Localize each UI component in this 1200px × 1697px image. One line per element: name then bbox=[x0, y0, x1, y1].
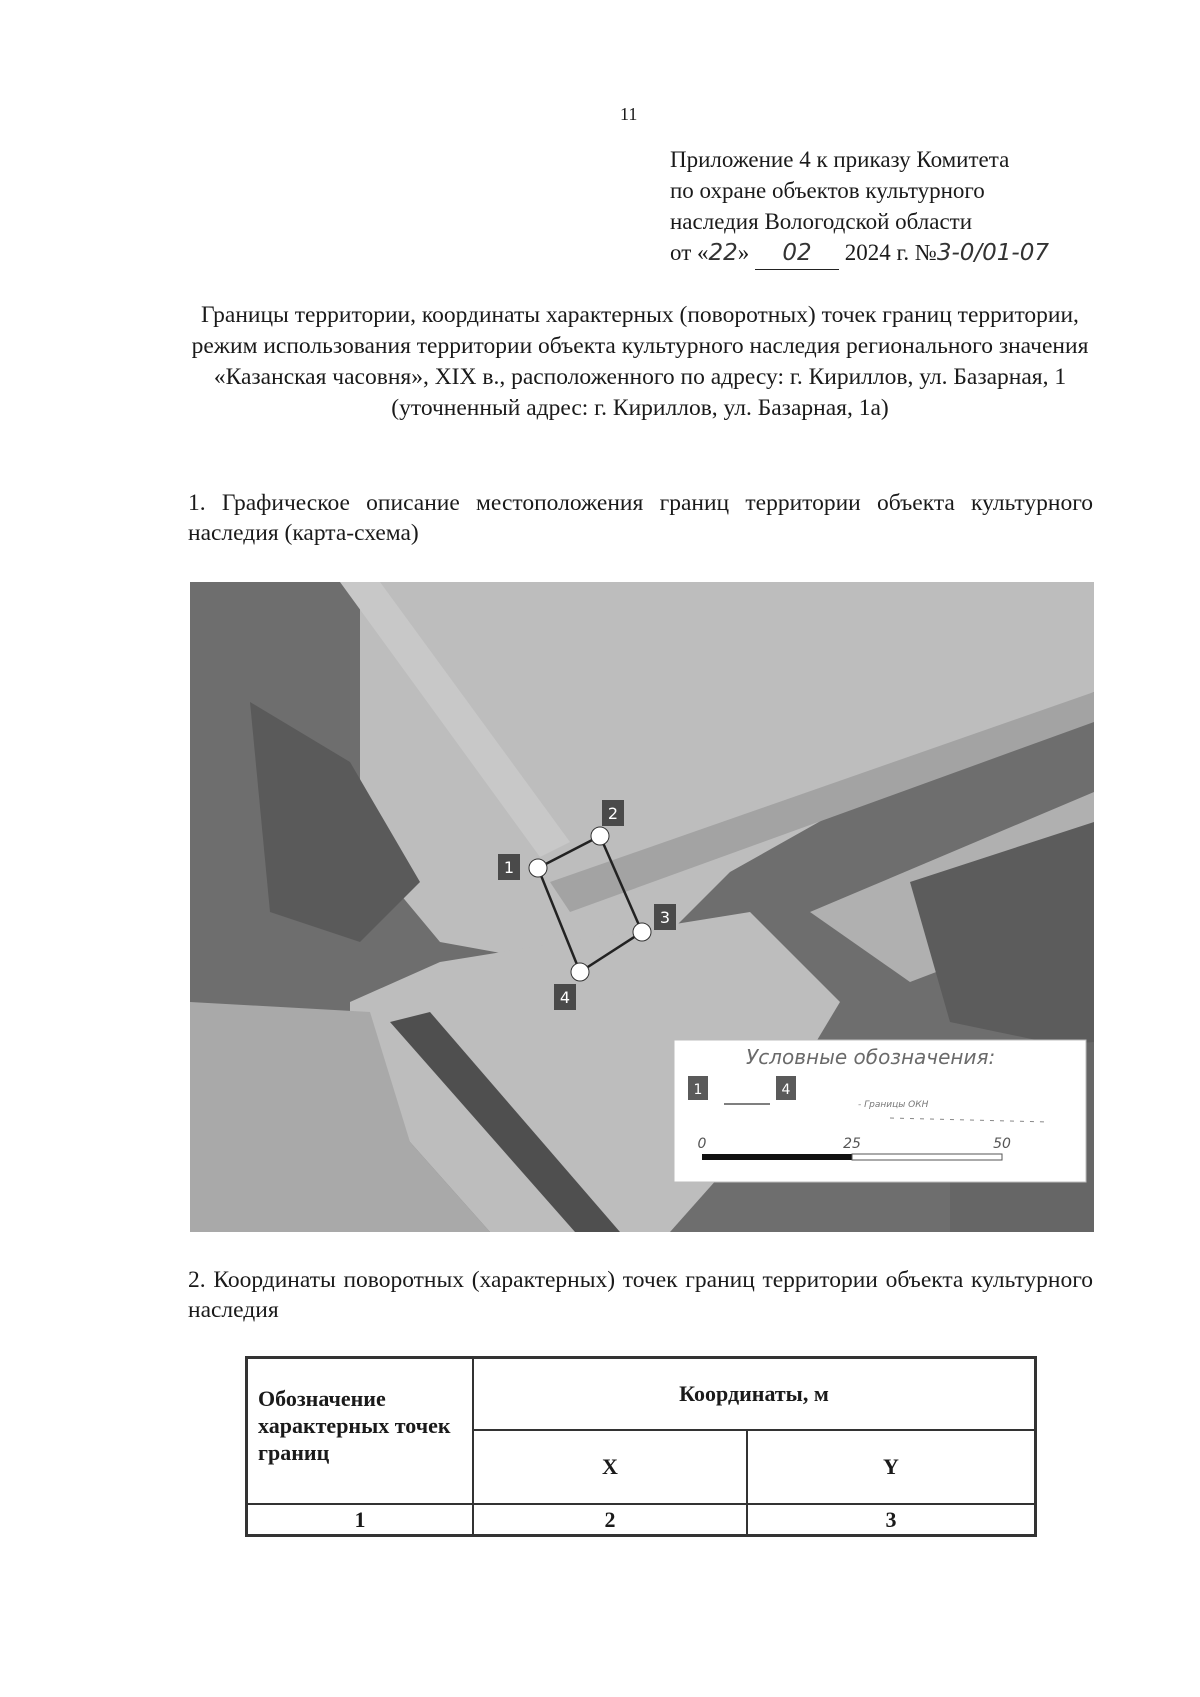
map-legend bbox=[674, 1040, 1086, 1182]
appendix-line-3: наследия Вологодской области bbox=[670, 209, 973, 234]
header-y: Y bbox=[747, 1430, 1035, 1504]
legend-to-label: 4 bbox=[781, 1082, 791, 1098]
scale-bar-white bbox=[852, 1154, 1002, 1160]
index-cell-3: 3 bbox=[747, 1504, 1035, 1535]
coordinates-table bbox=[245, 1356, 1037, 1537]
legend-title: Условные обозначения: bbox=[746, 1045, 996, 1069]
aerial-map bbox=[190, 582, 1094, 1232]
scale-bar-black bbox=[702, 1154, 852, 1160]
date-month: 02 bbox=[755, 238, 839, 270]
point-label-3 bbox=[654, 904, 676, 930]
scale-label-0: 0 bbox=[697, 1136, 707, 1152]
point-1-text: 1 bbox=[503, 858, 515, 877]
page-number: 11 bbox=[620, 104, 638, 124]
section-1-heading: 1. Графическое описание местоположения границ территории объекта культурного наследия (карта-схема) bbox=[188, 490, 1093, 546]
point-3-text: 3 bbox=[659, 908, 671, 927]
header-x: X bbox=[473, 1430, 747, 1504]
appendix-header bbox=[670, 144, 1049, 270]
legend-boundary-label: - Границы ОКН bbox=[858, 1100, 929, 1110]
date-prefix: от « bbox=[670, 240, 709, 265]
date-mid: » bbox=[737, 240, 750, 265]
scale-label-25: 25 bbox=[843, 1136, 861, 1152]
date-day: 22 bbox=[708, 240, 738, 266]
scale-label-50: 50 bbox=[993, 1136, 1011, 1152]
header-coordinates: Координаты, м bbox=[473, 1358, 1035, 1430]
point-4-text: 4 bbox=[559, 988, 571, 1007]
index-cell-2: 2 bbox=[473, 1504, 747, 1535]
point-label-4 bbox=[554, 984, 576, 1010]
document-title: Границы территории, координаты характерных (поворотных) точек границ территории, режим использования территории объекта культурного наследия регионального значения «Казанская часовня», XIX в., расположенного по адресу: г. Кириллов, ул. Базарная, 1 (уточненный адрес: г. Кириллов, ул. Базарная, 1а) bbox=[191, 302, 1089, 421]
index-cell-1: 1 bbox=[247, 1504, 473, 1535]
appendix-date-line bbox=[670, 237, 1049, 270]
map-scheme bbox=[190, 582, 1094, 1232]
legend-from-label: 1 bbox=[693, 1082, 703, 1098]
section-2-heading: 2. Координаты поворотных (характерных) точек границ территории объекта культурного наследия bbox=[188, 1267, 1093, 1323]
point-label-2 bbox=[602, 800, 624, 826]
appendix-line-1: Приложение 4 к приказу Комитета bbox=[670, 147, 1010, 172]
appendix-line-2: по охране объектов культурного bbox=[670, 178, 985, 203]
header-designation: Обозначение характерных точек границ bbox=[247, 1358, 473, 1504]
order-number: 3-0/01-07 bbox=[936, 240, 1049, 266]
point-2-text: 2 bbox=[607, 804, 619, 823]
date-year: 2024 г. № bbox=[844, 240, 937, 265]
point-label-1 bbox=[498, 854, 520, 880]
